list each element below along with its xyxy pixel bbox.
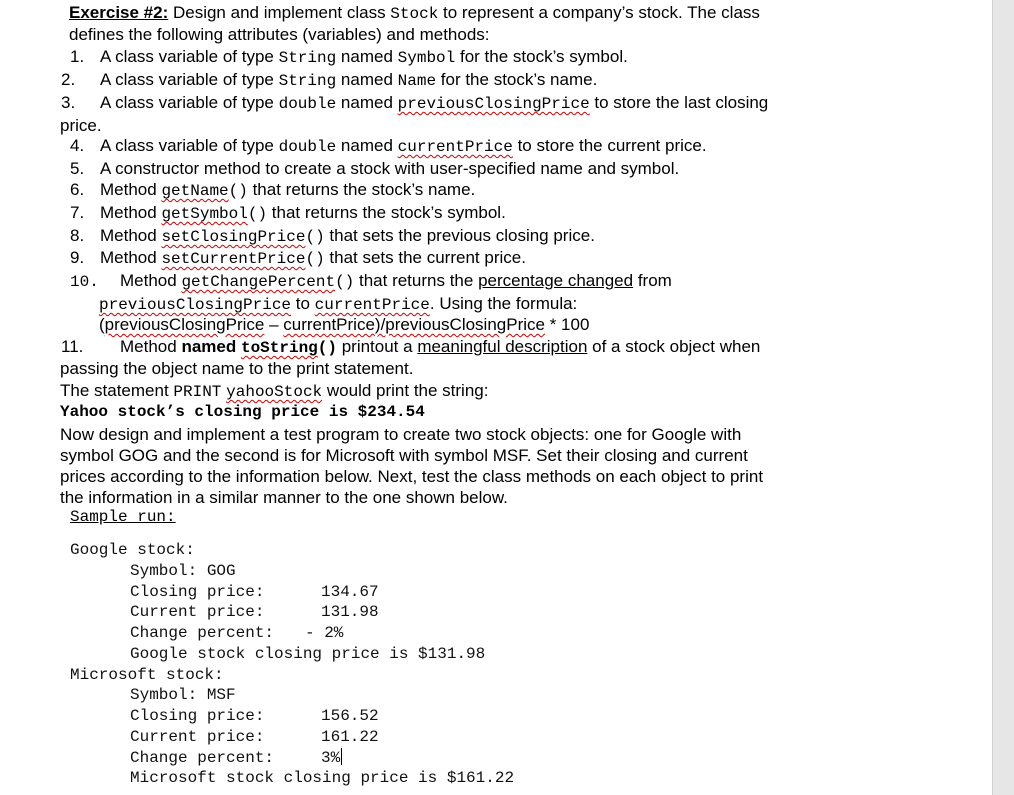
list-item: 9. Method setCurrentPrice() that sets the current price. <box>70 248 526 268</box>
exercise-title-line <box>69 2 760 25</box>
paragraph-line: prices according to the information below. Next, test the class methods on each object to print <box>60 467 764 486</box>
microsoft-current-label: Current price: <box>130 728 265 746</box>
exercise-title: Exercise #2: <box>69 3 169 22</box>
list-item-wrap: passing the object name to the print statement. <box>60 359 414 378</box>
list-item-wrap: price. <box>60 116 102 135</box>
list-item: 2. A class variable of type String named Name for the stock’s name. <box>61 70 598 90</box>
list-item: 11. Method named toString() printout a meaningful description of a stock object when <box>61 337 761 357</box>
formula-line: (previousClosingPrice – currentPrice)/previousClosingPrice * 100 <box>99 315 590 334</box>
google-header: Google stock: <box>70 541 195 559</box>
microsoft-change-value: 3% <box>321 749 341 767</box>
list-item: 6. Method getName() that returns the stock’s name. <box>70 180 476 200</box>
microsoft-closing-label: Closing price: <box>130 707 265 725</box>
google-closing-label: Closing price: <box>130 583 265 601</box>
microsoft-current-value: 161.22 <box>321 728 379 746</box>
text-cursor <box>341 748 342 765</box>
google-change-label: Change percent: <box>130 624 275 642</box>
list-item: 8. Method setClosingPrice() that sets the previous closing price. <box>70 226 595 246</box>
google-current-value: 131.98 <box>321 603 379 621</box>
microsoft-summary: Microsoft stock closing price is $161.22 <box>130 769 515 787</box>
meaningful-description-link: meaningful description <box>417 337 588 356</box>
paragraph-line: the information in a similar manner to the one shown below. <box>60 488 508 507</box>
list-item: 4. A class variable of type double named currentPrice to store the current price. <box>70 136 707 156</box>
vertical-scrollbar[interactable] <box>992 0 1014 795</box>
microsoft-change-row <box>321 748 342 769</box>
microsoft-closing-value: 156.52 <box>321 707 379 725</box>
microsoft-header: Microsoft stock: <box>70 666 224 684</box>
yahoo-output: Yahoo stock’s closing price is $234.54 <box>60 403 425 421</box>
list-item: 10. Method getChangePercent() that returns the percentage changed from <box>70 271 672 291</box>
microsoft-symbol: Symbol: MSF <box>130 686 236 704</box>
list-item: 1. A class variable of type String named Symbol for the stock’s symbol. <box>70 47 628 67</box>
percentage-changed-link: percentage changed <box>478 271 634 290</box>
paragraph-line: Now design and implement a test program to create two stock objects: one for Google with <box>60 425 742 444</box>
intro-text-a: Design and implement class <box>168 3 391 22</box>
list-item-wrap: previousClosingPrice to currentPrice. Using the formula: <box>99 294 578 314</box>
statement-line: The statement PRINT yahooStock would print the string: <box>60 381 489 401</box>
class-name: Stock <box>390 5 439 23</box>
microsoft-change-label: Change percent: <box>130 749 275 767</box>
google-symbol: Symbol: GOG <box>130 562 236 580</box>
list-item: 5. A constructor method to create a stock with user-specified name and symbol. <box>70 159 680 178</box>
google-current-label: Current price: <box>130 603 265 621</box>
list-item: 7. Method getSymbol() that returns the stock’s symbol. <box>70 203 506 223</box>
sample-run-label: Sample run: <box>70 508 176 526</box>
intro-text-b: to represent a company’s stock. The class <box>438 3 760 22</box>
intro-line-2: defines the following attributes (variables) and methods: <box>69 25 490 44</box>
google-change-value: - 2% <box>305 624 344 642</box>
google-summary: Google stock closing price is $131.98 <box>130 645 486 663</box>
paragraph-line: symbol GOG and the second is for Microsoft with symbol MSF. Set their closing and current <box>60 446 748 465</box>
list-item: 3. A class variable of type double named previousClosingPrice to store the last closing <box>61 93 769 113</box>
google-closing-value: 134.67 <box>321 583 379 601</box>
